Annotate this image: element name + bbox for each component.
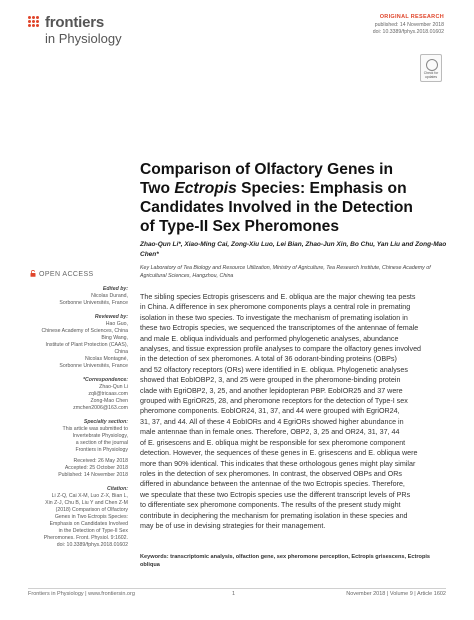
abstract-line: in the detection of sex pheromones. A total of 36 odorant-binding proteins (OBPs) xyxy=(140,355,397,364)
specialty-line: Invertebrate Physiology, xyxy=(72,433,128,439)
abstract-line: detection. However, the sequences of these genes in E. grisescens and E. obliqua were xyxy=(140,449,418,458)
abstract-line: to differentiate sex pheromone components. The results of the present study might xyxy=(140,501,401,510)
published-date: published: 14 November 2018 xyxy=(374,22,444,28)
received-date: Received: 26 May 2018 xyxy=(73,458,128,464)
article-title xyxy=(140,160,450,236)
abstract-line: these two Ectropis species, we sequenced the transcriptomes of the antennae of female xyxy=(140,324,419,333)
open-lock-icon xyxy=(30,270,36,277)
article-sidebar xyxy=(28,283,128,549)
reviewer-line: Bing Wang, xyxy=(101,335,128,341)
reviewer-line: Sorbonne Universités, France xyxy=(59,363,128,369)
abstract-line: showed that EobIOBP2, 3, and 25 were grouped in the pheromone-binding protein xyxy=(140,376,401,385)
abstract-line: grouped with EgriOR25, 28, and pheromone receptors for the detection of Type-I sex xyxy=(140,397,408,406)
abstract-line: isolation in these two species. To investigate the mechanism of premating isolation in xyxy=(140,313,408,322)
abstract-line: and 52 olfactory receptors (ORs) were identified in E. obliqua. Phylogenetic analyses xyxy=(140,365,408,374)
specialty-heading: Specialty section: xyxy=(83,419,128,425)
abstract-line: 31, 37, and 44. All of these 4 EobIORs and 4 EgriORs showed higher abundance in xyxy=(140,417,404,426)
edited-by-heading: Edited by: xyxy=(102,286,128,292)
citation-line: Xin Z-J, Chu B, Liu Y and Chen Z-M xyxy=(45,500,128,506)
correspondence-email[interactable]: zmchen2006@163.com xyxy=(73,405,128,411)
frontiers-logo-icon xyxy=(28,16,42,30)
specialty-line: a section of the journal xyxy=(75,440,128,446)
correspondence-email[interactable]: zqli@tricaas.com xyxy=(88,391,128,397)
abstract xyxy=(140,292,450,531)
abstract-line: contribute in deciphering the mechanism for premating isolation in these species and xyxy=(140,511,408,520)
specialty-line: This article was submitted to xyxy=(62,426,128,432)
title-line-3: Candidates Involved in the Detection xyxy=(140,199,413,216)
published-date-sidebar: Published: 14 November 2018 xyxy=(58,472,128,478)
title-line-4: of Type-II Sex Pheromones xyxy=(140,218,340,235)
page-number: 1 xyxy=(232,591,236,597)
editor-affiliation: Sorbonne Universités, France xyxy=(59,300,128,306)
footer-divider xyxy=(28,588,446,589)
specialty-line: Frontiers in Physiology xyxy=(75,447,128,453)
title-line-1: Comparison of Olfactory Genes in xyxy=(140,161,394,178)
reviewer-line: Hao Guo, xyxy=(105,321,128,327)
footer-journal-link[interactable]: Frontiers in Physiology | www.frontiersin.org xyxy=(28,591,135,597)
check-updates-label: Check for updates xyxy=(423,71,439,79)
citation-heading: Citation: xyxy=(106,486,128,492)
abstract-line: roles in the detection of sex pheromones. In contrast, the observed OBPs and ORs xyxy=(140,469,402,478)
abstract-line: we speculate that these two Ectropis species use the different transcript levels of PRs xyxy=(140,490,411,499)
reviewer-line: Chinese Academy of Sciences, China xyxy=(41,328,128,334)
open-access-label: OPEN ACCESS xyxy=(30,270,94,278)
citation-line: Pheromones. Front. Physiol. 9:1602. xyxy=(43,535,128,541)
abstract-line: analyses, and tissue expression profile analyses to compare the olfactory genes involved xyxy=(140,345,422,354)
correspondence-name: Zong-Mao Chen xyxy=(90,398,128,404)
author-list[interactable]: Zhao-Qun Li*, Xiao-Ming Cai, Zong-Xiu Luo, Lei Bian, Zhao-Jun Xin, Bo Chu, Yan Liu and Zong-Mao Chen* xyxy=(140,241,447,258)
abstract-line: and male E. obliqua individuals and performed phylogenetic analyses, abundance xyxy=(140,334,399,343)
reviewer-line: Institute of Plant Protection (CAAS), xyxy=(45,342,128,348)
citation-line: Li Z-Q, Cai X-M, Luo Z-X, Bian L, xyxy=(51,493,128,499)
correspondence-name: Zhao-Qun Li xyxy=(99,384,128,390)
publication-info xyxy=(373,22,444,36)
abstract-line: The sibling species Ectropis grisescens and E. obliqua are the major chewing tea pests xyxy=(140,293,416,301)
abstract-line: clade with EgriOBP2, 3, 25, and another lepidopteran PBP. EobIOR25 and 37 were xyxy=(140,386,403,395)
reviewed-by-heading: Reviewed by: xyxy=(94,314,128,320)
abstract-line: more than 90% identical. This indicates that these orthologous genes might play similar xyxy=(140,459,416,468)
brand-name: frontiers xyxy=(45,14,105,31)
citation-line: (2018) Comparison of Olfactory xyxy=(55,507,128,513)
abstract-line: male antennae than in female ones. Therefore, OBP2, 3, 25 and OR24, 31, 37, 44 xyxy=(140,428,400,437)
citation-line: Genes in Two Ectropis Species: xyxy=(54,514,128,520)
abstract-line: in China. A difference in sex pheromone components plays a central role in premating xyxy=(140,303,411,312)
title-genus: Ectropis xyxy=(174,180,237,197)
citation-line: in the Detection of Type-II Sex xyxy=(58,528,128,534)
abstract-line: may be of use in devising strategies for their management. xyxy=(140,521,326,530)
correspondence-heading: *Correspondence: xyxy=(83,377,128,383)
abstract-line: differed in abundance between the antennae of the two Ectropis species. Therefore, xyxy=(140,480,405,489)
editor-name: Nicolas Durand, xyxy=(91,293,128,299)
citation-doi[interactable]: doi: 10.3389/fphys.2018.01602 xyxy=(56,542,128,548)
reviewer-line: Nicolas Montagné, xyxy=(85,356,128,362)
journal-name: in Physiology xyxy=(45,31,122,46)
article-type: ORIGINAL RESEARCH xyxy=(379,14,444,20)
doi-link[interactable]: doi: 10.3389/fphys.2018.01602 xyxy=(372,29,444,35)
check-for-updates-button[interactable] xyxy=(420,54,442,82)
affiliation: Key Laboratory of Tea Biology and Resource Utilization, Ministry of Agriculture, Tea Research Institute, Chinese Academy of Agricultural Sciences, Hangzhou, China xyxy=(140,265,431,279)
footer-issue-info: November 2018 | Volume 9 | Article 1602 xyxy=(346,591,446,597)
abstract-line: of E. grisescens and E. obliqua might be responsible for sex pheromone component xyxy=(140,438,406,447)
reviewer-line: China xyxy=(114,349,128,355)
citation-line: Emphasis on Candidates Involved xyxy=(49,521,128,527)
abstract-line: pheromone components. EobIOR24, 31, 37, and 44 were grouped with EgriOR24, xyxy=(140,407,400,416)
frontiers-logo[interactable] xyxy=(28,14,148,48)
check-updates-icon xyxy=(426,59,438,71)
keywords: Keywords: transcriptomic analysis, olfaction gene, sex pheromone perception, Ectropis grisescens, Ectropis obliqua xyxy=(140,554,431,568)
title-line-2: Two Ectropis Species: Emphasis on xyxy=(140,180,407,197)
accepted-date: Accepted: 25 October 2018 xyxy=(64,465,128,471)
